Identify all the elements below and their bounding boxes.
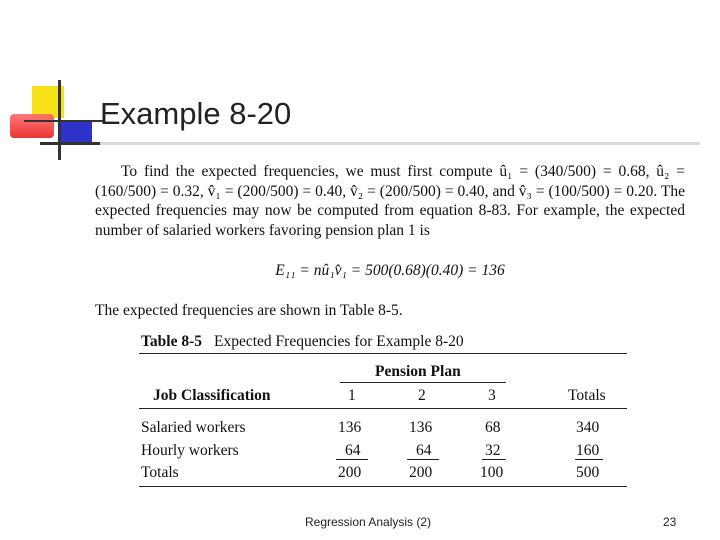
table-caption-label: Table 8-5 — [141, 333, 203, 350]
row-label: Totals — [141, 464, 179, 481]
sum-rule — [575, 459, 603, 460]
title-underline-accent — [40, 142, 100, 145]
row-label: Salaried workers — [141, 419, 246, 436]
table-cell: 68 — [485, 419, 501, 436]
equation — [0, 262, 720, 280]
equation-text: E₁₁ = nû₁v̂₁ = 500(0.68)(0.40) = 136 — [275, 262, 505, 279]
sum-rule — [407, 459, 439, 460]
group-header-rule — [340, 382, 506, 383]
table-cell: 136 — [338, 419, 362, 436]
table-cell: 200 — [338, 464, 362, 481]
table-cell: 136 — [409, 419, 433, 436]
table-cell: 160 — [576, 442, 600, 459]
decor-red-square — [10, 114, 54, 138]
column-header-3: 3 — [488, 387, 496, 404]
table-header-rule — [139, 408, 627, 409]
group-header: Pension Plan — [375, 363, 461, 380]
title-underline — [40, 142, 700, 145]
column-header-totals: Totals — [568, 387, 606, 404]
column-header-1: 1 — [348, 387, 356, 404]
body-paragraph — [95, 162, 685, 240]
table-top-rule — [139, 353, 627, 354]
table-caption — [141, 333, 464, 351]
column-header-2: 2 — [418, 387, 426, 404]
sum-rule — [336, 459, 368, 460]
table-caption-text: Expected Frequencies for Example 8-20 — [214, 333, 464, 350]
row-header: Job Classification — [153, 387, 271, 404]
shown-text: The expected frequencies are shown in Table 8-5. — [95, 302, 403, 319]
decor-blue-square — [60, 122, 92, 144]
table-cell: 340 — [576, 419, 600, 436]
table-cell: 200 — [409, 464, 433, 481]
table-cell: 100 — [480, 464, 504, 481]
table-cell: 500 — [576, 464, 600, 481]
table-bottom-rule — [139, 486, 627, 487]
decor-horizontal-line — [24, 120, 104, 122]
table-cell: 64 — [416, 442, 432, 459]
row-label: Hourly workers — [141, 442, 239, 459]
table-cell: 32 — [485, 442, 501, 459]
footer-title: Regression Analysis (2) — [305, 515, 432, 529]
paragraph-text: To find the expected frequencies, we must first compute û₁ = (340/500) = 0.68, û₂ = (160/500) = 0.32, v̂₁ = (200/500) = 0.40, v̂₂ = (200/500) = 0.40, and v̂₃ = (100/500) = 0.20. The expected frequencies may now be computed from equation 8-83. For example, the expected number of salaried workers favoring pension plan 1 is — [95, 163, 685, 239]
page-number: 23 — [663, 515, 677, 529]
table-cell: 64 — [345, 442, 361, 459]
sum-rule — [482, 459, 506, 460]
slide-title: Example 8-20 — [100, 96, 292, 131]
